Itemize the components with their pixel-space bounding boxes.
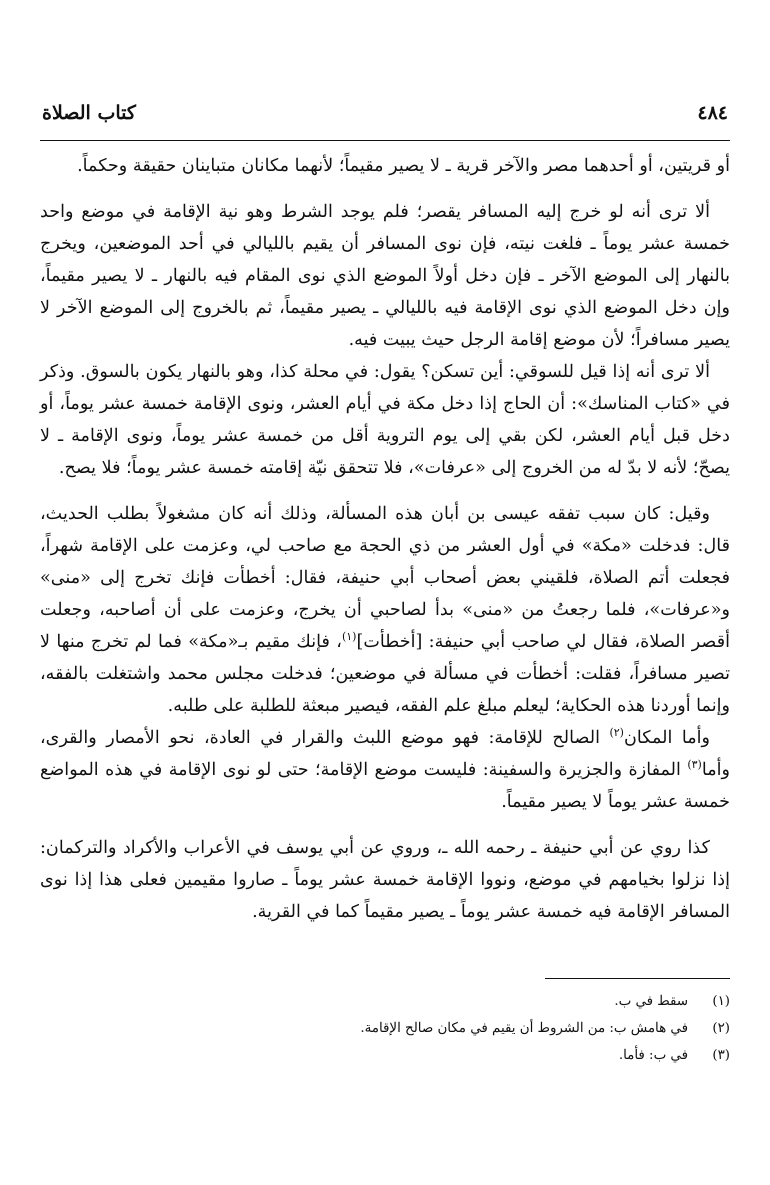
page-number: ٤٨٤ xyxy=(697,102,728,124)
footnote-ref-2: (٢) xyxy=(609,726,624,740)
paragraph-5 xyxy=(40,722,730,818)
footnotes xyxy=(40,988,730,1069)
footnote-number: (١) xyxy=(712,994,730,1009)
paragraph-2: ألا ترى أنه لو خرج إليه المسافر يقصر؛ فلم يوجد الشرط وهو نية الإقامة في موضع واحد خمسة عشر يوماً ـ فلغت نيته، فإن نوى المسافر أن يقيم بالليالي في أحد الموضعين، ويخرج بالنهار إلى الموضع الآخر ـ فإن دخل أولاً الموضع الذي نوى المقام فيه بالنهار ـ لا يصير مقيماً، وإن دخل الموضع الذي نوى الإقامة فيه بالليالي ـ يصير مقيماً، ثم بالخروج إلى الموضع الآخر لا يصير مسافراً؛ لأن موضع إقامة الرجل حيث يبيت فيه. xyxy=(40,202,730,350)
footnote-number: (٣) xyxy=(712,1048,730,1063)
paragraph-4-text-a: وقيل: كان سبب تفقه عيسى بن أبان هذه المسألة، وذلك أنه كان مشغولاً بطلب الحديث، قال: فدخلت «مكة» في أول العشر من ذي الحجة مع صاحب لي، وعزمت على الإقامة شهراً، فجعلت أتم الصلاة، فلقيني بعض أصحاب أبي حنيفة، فقال: أخطأت فإنك تخرج إلى «منى» و«عرفات»، فلما رجعتُ من «منى» بدأ لصاحبي أن يخرج، وعزمت على أن أصاحبه، وجعلت أقصر الصلاة، فقال لي صاحب أبي حنيفة: [أخطأت] xyxy=(40,504,730,652)
book-title: كتاب الصلاة xyxy=(42,102,136,124)
header-rule xyxy=(40,140,730,141)
main-text xyxy=(40,150,730,928)
footnote-2 xyxy=(40,1015,730,1042)
paragraph-5-text-c: المفازة والجزيرة والسفينة: فليست موضع الإقامة؛ حتى لو نوى الإقامة في هذه المواضع خمسة عشر يوماً لا يصير مقيماً. xyxy=(40,760,730,812)
paragraph-4-text-b: ، فإنك مقيم بـ«مكة» فما لم تخرج منها لا تصير مسافراً، فقلت: أخطأت في مسألة في موضعين؛ فدخلت مجلس محمد واشتغلت بالفقه، وإنما أوردنا هذه الحكاية؛ ليعلم مبلغ علم الفقه، فيصير مبعثة للطلبة على طلبه. xyxy=(40,632,730,716)
paragraph-6: كذا روي عن أبي حنيفة ـ رحمه الله ـ، وروي عن أبي يوسف في الأعراب والأكراد والتركمان: إذا نزلوا بخيامهم في موضع، ونووا الإقامة خمسة عشر يوماً ـ صاروا مقيمين فعلى هذا إذا نوى المسافر الإقامة فيه خمسة عشر يوماً ـ يصير مقيماً كما في القرية. xyxy=(40,838,730,922)
footnote-3 xyxy=(40,1042,730,1069)
footnote-ref-3: (٣) xyxy=(687,758,702,772)
footnote-text: سقط في ب. xyxy=(614,994,688,1009)
paragraph-1: أو قريتين، أو أحدهما مصر والآخر قرية ـ لا يصير مقيماً؛ لأنهما مكانان متباينان حقيقة وحكماً. xyxy=(77,156,730,176)
paragraph-3: ألا ترى أنه إذا قيل للسوقي: أين تسكن؟ يقول: في محلة كذا، وهو بالنهار يكون بالسوق. وذكر في «كتاب المناسك»: أن الحاج إذا دخل مكة في أيام العشر، ونوى الإقامة خمسة عشر يوماً، أو دخل قبل أيام العشر، لكن بقي إلى يوم التروية أقل من خمسة عشر يوماً، ونوى الإقامة ـ لا يصحّ؛ لأنه لا بدّ له من الخروج إلى «عرفات»، فلا تتحقق نيّة إقامته خمسة عشر يوماً؛ فلا يصح. xyxy=(40,362,730,478)
footnote-ref-1: (١) xyxy=(341,630,357,644)
paragraph-5-text-a: وأما المكان xyxy=(623,728,711,748)
footnote-text: في ب: فأما. xyxy=(618,1048,688,1063)
paragraph-4 xyxy=(40,498,730,722)
footnote-text: في هامش ب: من الشروط أن يقيم في مكان صالح الإقامة. xyxy=(360,1021,688,1036)
paragraph-5-text-b: الصالح للإقامة: فهو موضع اللبث والقرار في العادة، نحو الأمصار والقرى، وأما xyxy=(40,728,730,780)
footnote-rule xyxy=(545,978,730,979)
footnote-number: (٢) xyxy=(712,1021,730,1036)
page-header xyxy=(40,102,730,132)
footnote-1 xyxy=(40,988,730,1015)
